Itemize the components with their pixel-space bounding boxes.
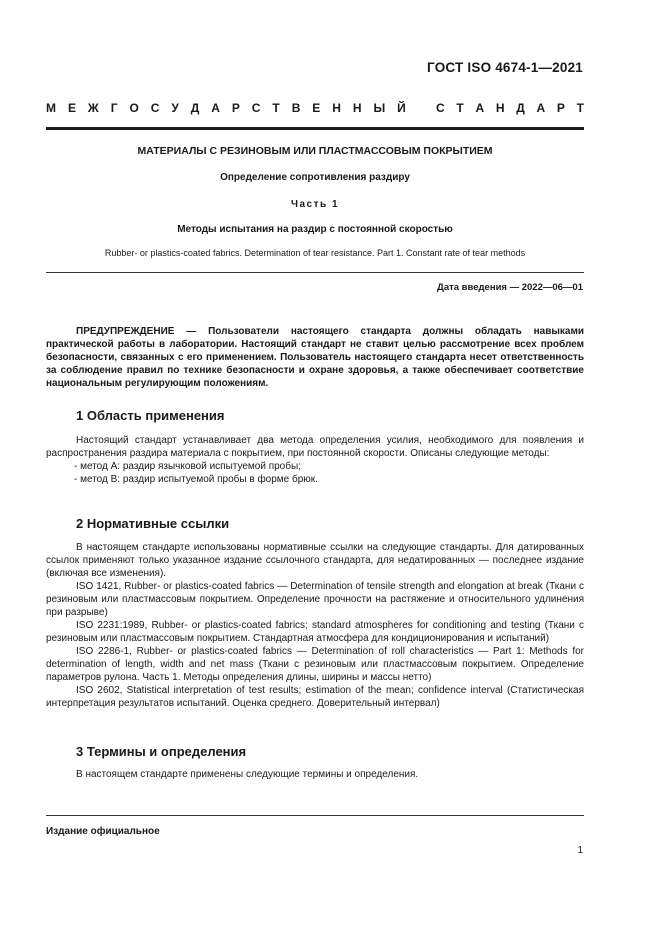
interstate-word xyxy=(46,101,406,115)
banner-letter: У xyxy=(171,101,179,115)
banner-letter: Е xyxy=(67,101,76,115)
header-rule xyxy=(46,127,584,130)
standard-word xyxy=(436,101,584,115)
section-3-body xyxy=(46,768,584,781)
banner-letter: Ы xyxy=(373,101,386,115)
banner-letter: С xyxy=(150,101,160,115)
english-title: Rubber- or plastics-coated fabrics. Determination of tear resistance. Part 1. Constant rate of tear methods xyxy=(104,248,526,258)
banner-letter: Т xyxy=(576,101,584,115)
document-part: Часть 1 xyxy=(290,199,340,210)
banner-letter: С xyxy=(251,101,261,115)
banner-letter: А xyxy=(211,101,220,115)
section-2-heading: 2 Нормативные ссылки xyxy=(76,516,230,531)
banner-letter: Т xyxy=(456,101,464,115)
banner-letter: Д xyxy=(190,101,200,115)
banner-letter: Д xyxy=(516,101,525,115)
reference-item: ISO 2602, Statistical interpretation of test results; estimation of the mean; confidence interval (Статистическая интерпретация результатов испытаний. Оценка среднего. Доверительный интервал) xyxy=(46,685,584,709)
banner-letter: Г xyxy=(110,101,118,115)
section-2-intro: В настоящем стандарте использованы нормативные ссылки на следующие стандарты. Для датированных ссылок применяют только указанное издание ссылочного стандарта, для недатированных — последнее издание (включая все изменения). xyxy=(46,542,584,579)
banner-letter: Е xyxy=(312,101,321,115)
banner-letter: М xyxy=(46,101,56,115)
section-2-body xyxy=(46,541,584,710)
warning-paragraph: ПРЕДУПРЕЖДЕНИЕ — Пользователи настоящего стандарта должны обладать навыками практической работы в лаборатории. Настоящий стандарт не ставит целью рассмотрение всех проблем безопасности, связанных с его применением. Пользователь настоящего стандарта несет ответственность за соблюдение правил по технике безопасности и охране здоровья, а также обеспечивает соответствие национальным регулирующим положениям. xyxy=(46,326,584,389)
banner-letter: А xyxy=(536,101,546,115)
list-item: - метод В: раздир испытуемой пробы в форме брюк. xyxy=(74,474,318,485)
reference-item: ISO 1421, Rubber- or plastics-coated fabrics — Determination of tensile strength and elongation at break (Ткани с резиновым или пластмассовым покрытием. Определение прочности на растяжение и относительного удлинения при разрыве) xyxy=(46,581,584,618)
banner-letter: Р xyxy=(556,101,565,115)
interstate-standard-banner xyxy=(46,101,584,115)
banner-letter: Ж xyxy=(87,101,99,115)
banner-letter: Т xyxy=(272,101,280,115)
banner-letter: А xyxy=(475,101,485,115)
banner-letter: Н xyxy=(495,101,505,115)
document-title: МАТЕРИАЛЫ С РЕЗИНОВЫМ ИЛИ ПЛАСТМАССОВЫМ ПОКРЫТИЕМ xyxy=(137,145,493,157)
section-1-body xyxy=(46,434,584,486)
list-item: - метод А: раздир язычковой испытуемой пробы; xyxy=(74,461,301,472)
banner-letter: В xyxy=(291,101,301,115)
banner-letter: Н xyxy=(352,101,362,115)
effective-date: Дата введения — 2022—06—01 xyxy=(437,282,583,293)
banner-letter: Р xyxy=(231,101,240,115)
reference-item: ISO 2286-1, Rubber- or plastics-coated fabrics — Determination of roll characteristics — Part 1: Methods for determination of length, width and net mass (Ткани с резиновым или пластмассовым покрытием. Определение параметров рулона. Часть 1. Методы определения длины, ширины и массы нетто) xyxy=(46,646,584,683)
footer-divider xyxy=(46,815,584,816)
official-edition-label: Издание официальное xyxy=(46,826,160,837)
document-subtitle: Определение сопротивления раздиру xyxy=(220,172,410,183)
document-code: ГОСТ ISO 4674-1—2021 xyxy=(427,60,583,75)
section-1-heading: 1 Область применения xyxy=(76,408,225,423)
title-divider xyxy=(46,272,584,273)
section-1-text: Настоящий стандарт устанавливает два метода определения усилия, необходимого для появления и распространения раздира материала с покрытием, при постоянной скорости. Описаны следующие методы: xyxy=(46,435,584,459)
banner-letter: О xyxy=(129,101,139,115)
banner-letter: Й xyxy=(397,101,406,115)
section-3-heading: 3 Термины и определения xyxy=(76,744,247,759)
page-number: 1 xyxy=(577,845,583,856)
document-part-title: Методы испытания на раздир с постоянной скоростью xyxy=(177,224,453,235)
reference-item: ISO 2231:1989, Rubber- or plastics-coated fabrics; standard atmospheres for conditioning and testing (Ткани с резиновым или пластмассовым покрытием. Стандартная атмосфера для кондиционирования и испытаний) xyxy=(46,620,584,644)
banner-letter: Н xyxy=(332,101,341,115)
banner-letter: С xyxy=(436,101,445,115)
section-3-text: В настоящем стандарте применены следующие термины и определения. xyxy=(76,769,419,780)
